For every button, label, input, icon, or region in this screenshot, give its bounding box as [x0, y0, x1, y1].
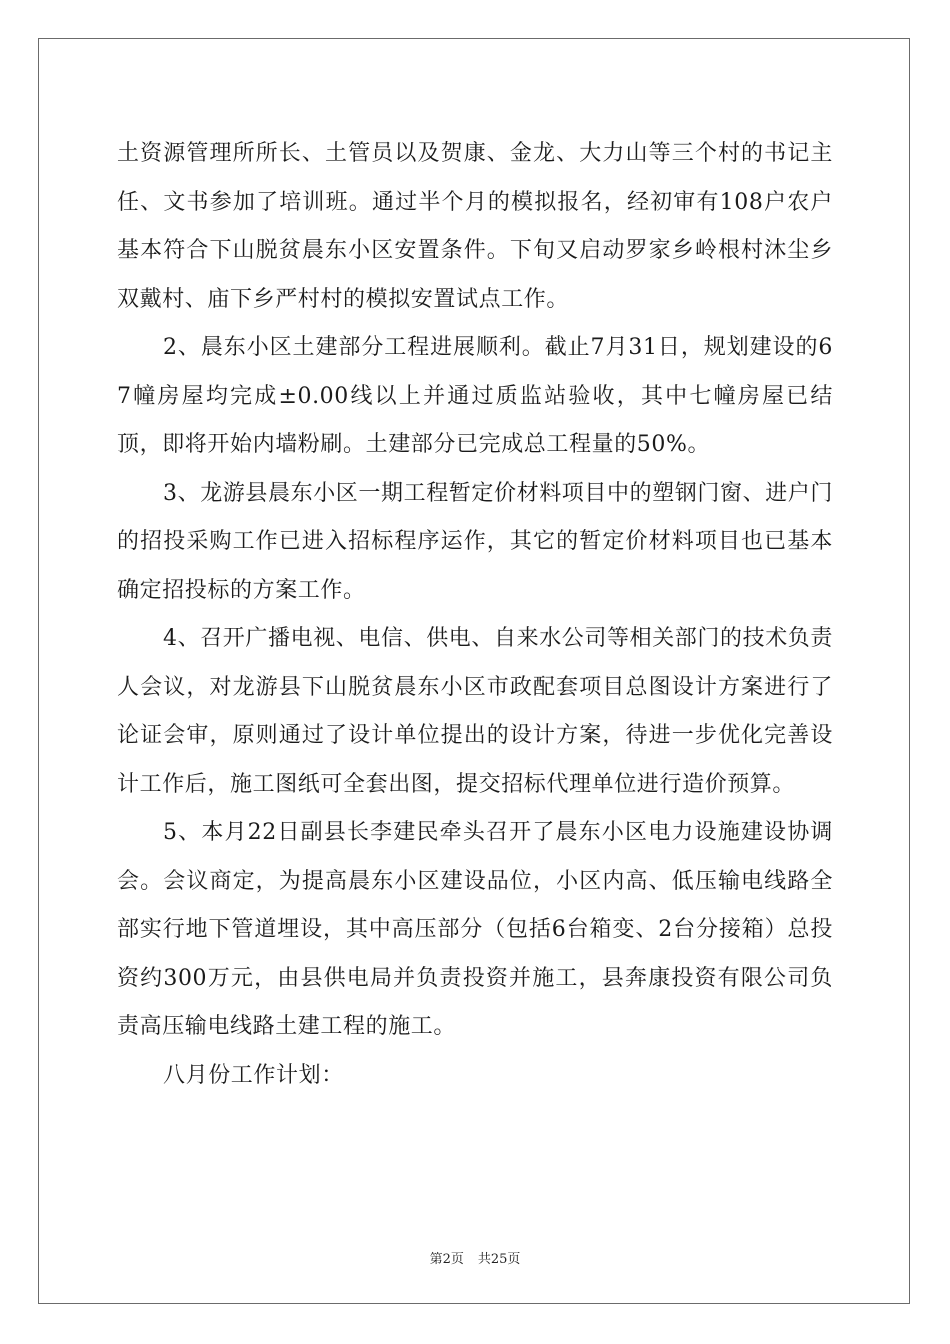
document-body: [117, 130, 833, 1100]
page-footer: [0, 1248, 950, 1267]
section-heading-august-plan: 八月份工作计划：: [163, 1062, 344, 1088]
paragraph-item-5: 5、本月22日副县长李建民牵头召开了晨东小区电力设施建设协调会。会议商定，为提高晨东小区建设品位，小区内高、低压输电线路全部实行地下管道埋设，其中高压部分（包括6台箱变、2台分接箱）总投资约300万元，由县供电局并负责投资并施工，县奔康投资有限公司负责高压输电线路土建工程的施工。: [117, 820, 833, 1039]
paragraph-continuation: 土资源管理所所长、土管员以及贺康、金龙、大力山等三个村的书记主任、文书参加了培训班。通过半个月的模拟报名，经初审有108户农户基本符合下山脱贫晨东小区安置条件。下旬又启动罗家乡岭根村沐尘乡双戴村、庙下乡严村村的模拟安置试点工作。: [117, 141, 833, 312]
paragraph-item-3: 3、龙游县晨东小区一期工程暂定价材料项目中的塑钢门窗、进户门的招投采购工作已进入招标程序运作，其它的暂定价材料项目也已基本确定招投标的方案工作。: [117, 480, 833, 603]
page-number: 第2页: [429, 1252, 464, 1267]
page-total: 共25页: [477, 1252, 521, 1267]
paragraph-item-4: 4、召开广播电视、电信、供电、自来水公司等相关部门的技术负责人会议，对龙游县下山脱贫晨东小区市政配套项目总图设计方案进行了论证会审，原则通过了设计单位提出的设计方案，待进一步优化完善设计工作后，施工图纸可全套出图，提交招标代理单位进行造价预算。: [117, 626, 833, 797]
paragraph-item-2: 2、晨东小区土建部分工程进展顺利。截止7月31日，规划建设的67幢房屋均完成±0.00线以上并通过质监站验收，其中七幢房屋已结顶，即将开始内墙粉刷。土建部分已完成总工程量的50%。: [117, 335, 833, 457]
